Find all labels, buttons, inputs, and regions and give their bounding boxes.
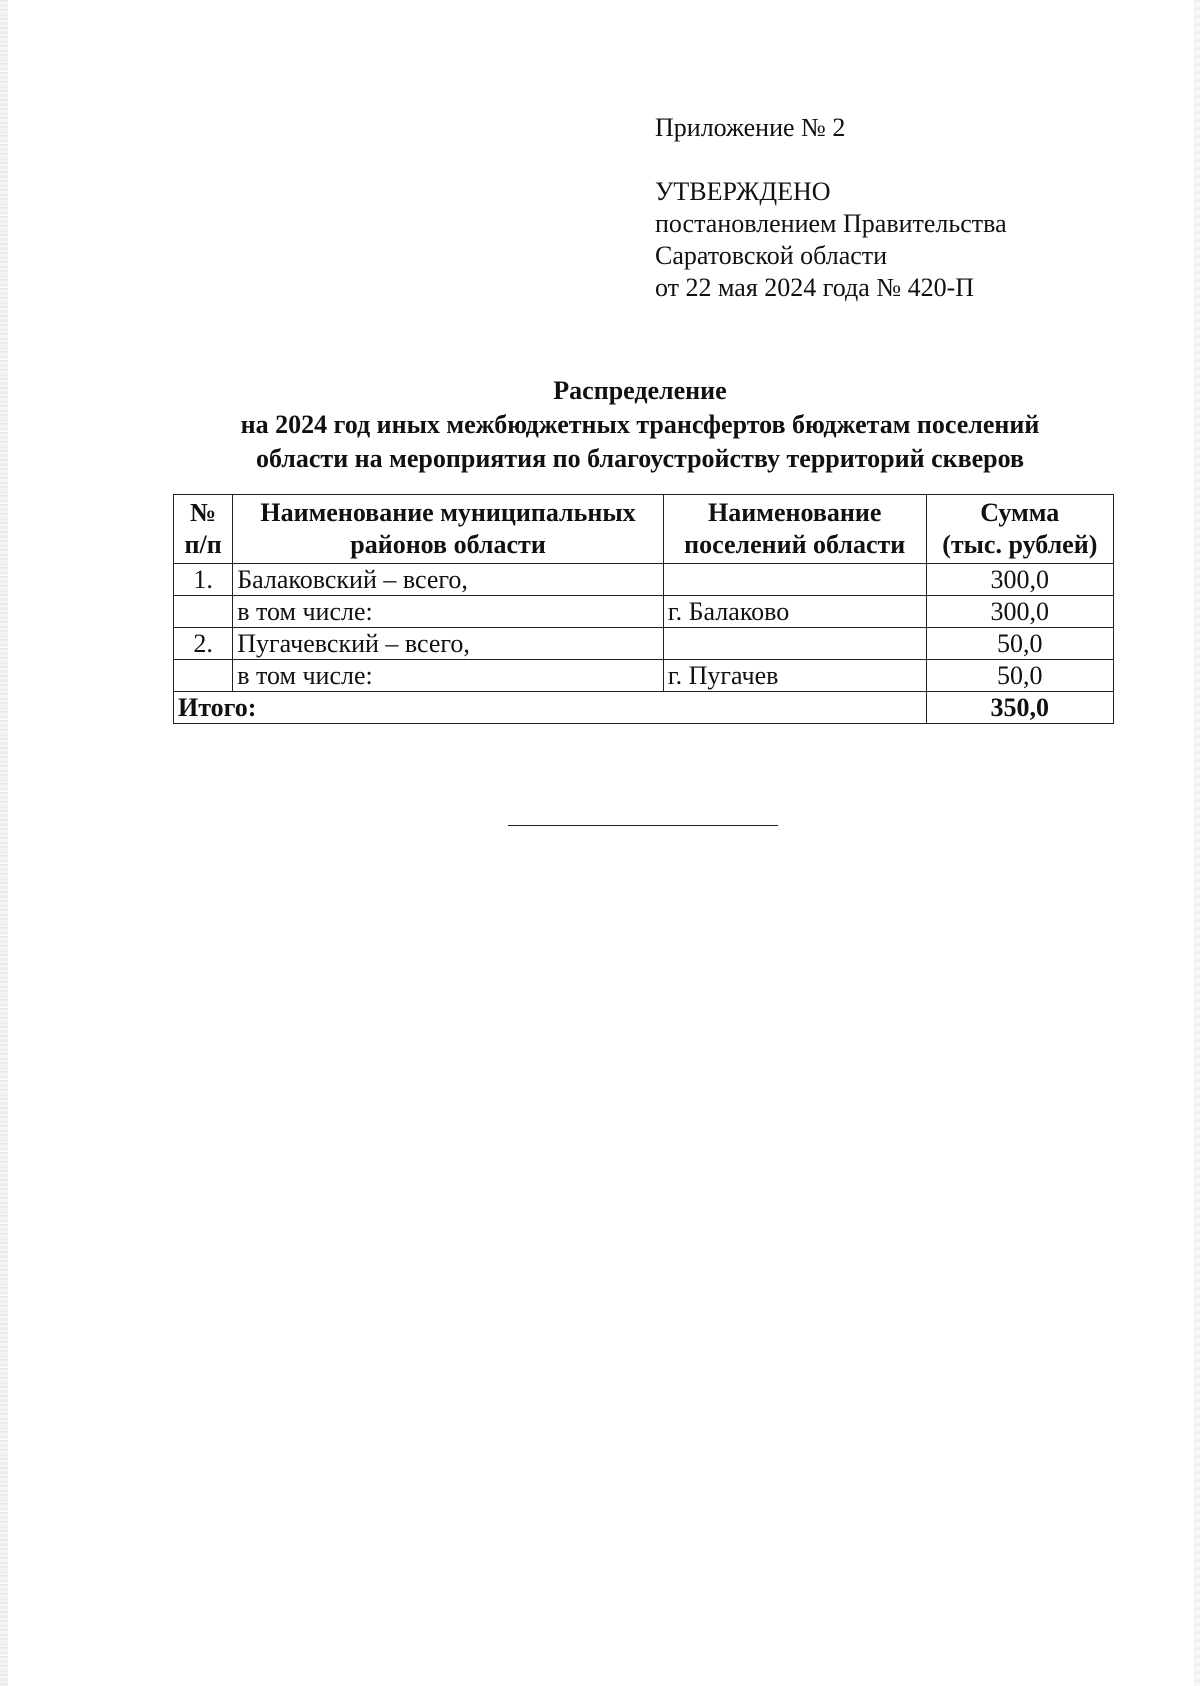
row-num: 2.: [174, 628, 233, 660]
annex-label: Приложение № 2: [655, 113, 846, 142]
header-num-line-1: №: [190, 498, 217, 527]
row-settlement: г. Балаково: [663, 596, 926, 628]
header-settlement-line-1: Наименование: [708, 498, 882, 527]
approval-line-3: от 22 мая 2024 года № 420-П: [655, 273, 975, 302]
row-district: Балаковский – всего,: [233, 564, 664, 596]
row-settlement: [663, 628, 926, 660]
approval-line-1: постановлением Правительства: [655, 209, 1007, 238]
row-sum: 50,0: [926, 628, 1113, 660]
row-num: 1.: [174, 564, 233, 596]
distribution-table: [173, 494, 1114, 724]
approval-line-2: Саратовской области: [655, 241, 888, 270]
total-sum: 350,0: [926, 692, 1113, 724]
header-settlement: [663, 495, 926, 564]
row-settlement: [663, 564, 926, 596]
row-num: [174, 596, 233, 628]
row-district: в том числе:: [233, 596, 664, 628]
total-label: Итого:: [174, 692, 927, 724]
scan-edge-left: [0, 0, 8, 1686]
header-district: [233, 495, 664, 564]
header-settlement-line-2: поселений области: [684, 530, 906, 559]
document-title: [150, 374, 1130, 476]
header-num: [174, 495, 233, 564]
header-district-line-2: районов области: [350, 530, 546, 559]
header-sum-line-2: (тыс. рублей): [942, 530, 1098, 559]
header-sum: [926, 495, 1113, 564]
row-sum: 300,0: [926, 596, 1113, 628]
header-sum-line-1: Сумма: [980, 498, 1060, 527]
table-row: [174, 628, 1114, 660]
scan-edge-right: [1194, 0, 1200, 1686]
table-row: [174, 564, 1114, 596]
row-district: в том числе:: [233, 660, 664, 692]
row-sum: 300,0: [926, 564, 1113, 596]
title-line-2: на 2024 год иных межбюджетных трансфертов бюджетам поселений: [240, 410, 1040, 439]
row-settlement: г. Пугачев: [663, 660, 926, 692]
approval-block: [655, 112, 1007, 304]
table-header-row: [174, 495, 1114, 564]
table-row: [174, 660, 1114, 692]
row-num: [174, 660, 233, 692]
title-line-1: Распределение: [553, 376, 727, 405]
table-row: [174, 596, 1114, 628]
approved-label: УТВЕРЖДЕНО: [655, 177, 831, 206]
end-divider-line: [508, 825, 778, 826]
header-district-line-1: Наименование муниципальных: [260, 498, 636, 527]
header-num-line-2: п/п: [184, 530, 222, 559]
row-district: Пугачевский – всего,: [233, 628, 664, 660]
title-line-3: области на мероприятия по благоустройству территорий скверов: [255, 444, 1025, 473]
table-total-row: [174, 692, 1114, 724]
row-sum: 50,0: [926, 660, 1113, 692]
